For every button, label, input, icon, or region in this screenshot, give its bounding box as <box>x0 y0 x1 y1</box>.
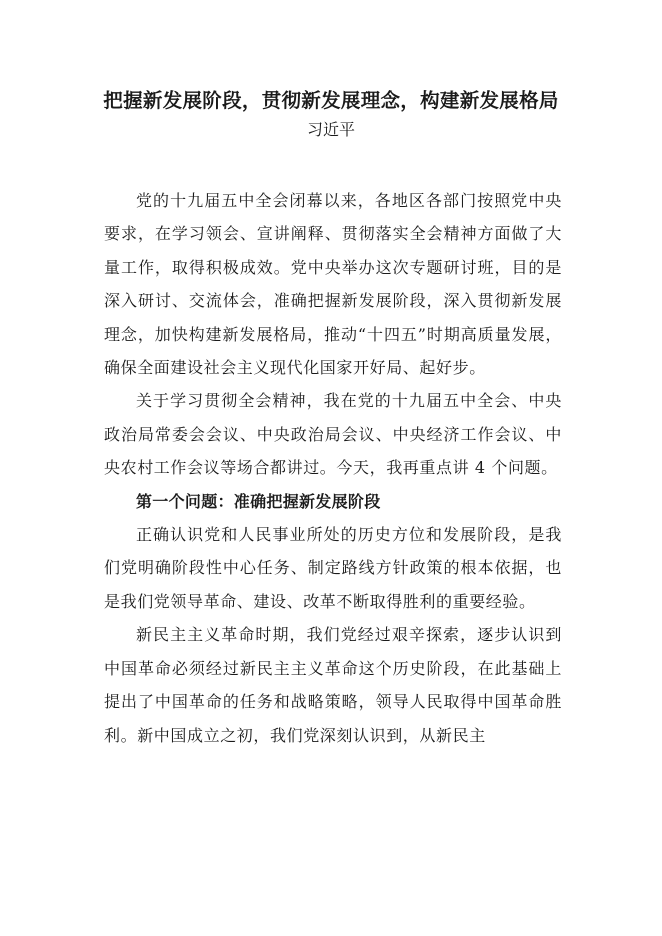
document-body <box>104 184 562 752</box>
body-paragraph: 新民主主义革命时期，我们党经过艰辛探索，逐步认识到中国革命必须经过新民主主义革命这个历史阶段，在此基础上提出了中国革命的任务和战略策略，领导人民取得中国革命胜利。新中国成立之初，我们党深刻认识到，从新民主 <box>104 625 562 745</box>
document-author: 习近平 <box>306 120 355 139</box>
body-paragraph: 党的十九届五中全会闭幕以来，各地区各部门按照党中央要求，在学习领会、宣讲阐释、贯彻落实全会精神方面做了大量工作，取得积极成效。党中央举办这次专题研讨班，目的是深入研讨、交流体会，准确把握新发展阶段，深入贯彻新发展理念，加快构建新发展格局，推动“十四五”时期高质量发展，确保全面建设社会主义现代化国家开好局、起好步。 <box>104 191 562 378</box>
section-heading: 第一个问题：准确把握新发展阶段 <box>136 491 381 511</box>
body-paragraph: 正确认识党和人民事业所处的历史方位和发展阶段，是我们党明确阶段性中心任务、制定路线方针政策的根本依据，也是我们党领导革命、建设、改革不断取得胜利的重要经验。 <box>104 525 562 611</box>
document-title: 把握新发展阶段，贯彻新发展理念，构建新发展格局 <box>103 89 559 112</box>
body-paragraph: 关于学习贯彻全会精神，我在党的十九届五中全会、中央政治局常委会会议、中央政治局会议、中央经济工作会议、中央农村工作会议等场合都讲过。今天，我再重点讲 4 个问题。 <box>104 391 562 478</box>
